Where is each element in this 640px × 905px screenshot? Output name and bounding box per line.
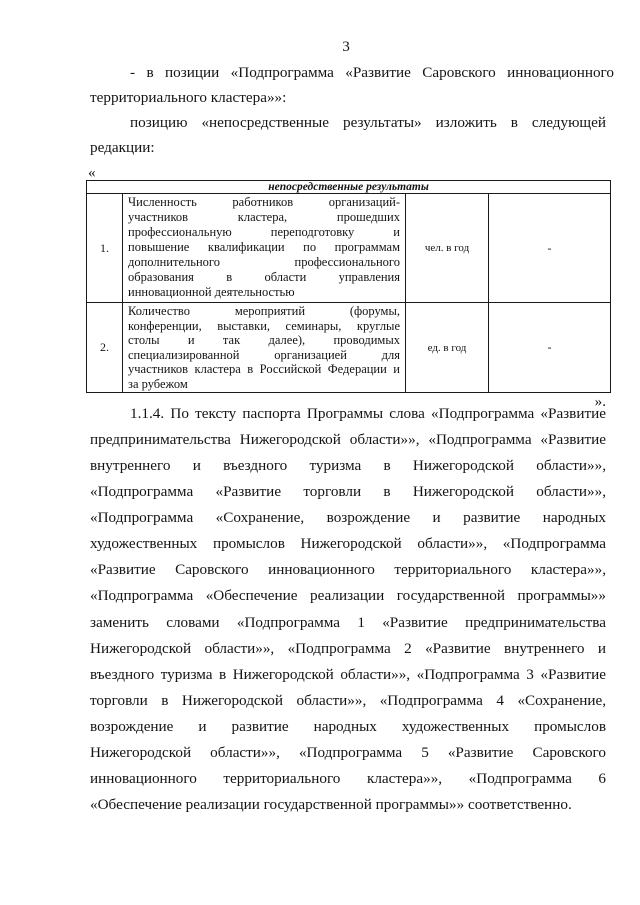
- row-value: -: [489, 194, 611, 303]
- description-line: специализированной организацией для: [128, 347, 400, 362]
- row-description: [123, 194, 406, 303]
- intro-text: [88, 60, 614, 185]
- paragraph-line: Нижегородской области»», «Подпрограмма 5 «Развитие Саровского: [90, 743, 606, 761]
- page-number: 3: [342, 38, 350, 55]
- description-line: Количество мероприятий (форумы,: [128, 304, 400, 318]
- description-line: столы и так далее), проводимых: [128, 333, 400, 347]
- paragraph-line: 1.1.4. По тексту паспорта Программы слова «Подпрограмма «Развитие: [130, 405, 606, 422]
- description-line: участников кластера, прошедших: [128, 210, 400, 224]
- paragraph-line: возрождение и развитие народных художественных промыслов: [90, 717, 606, 735]
- row-unit: чел. в год: [406, 194, 489, 303]
- paragraph-line: «Подпрограмма «Развитие торговли в Нижегородской области»»,: [90, 483, 606, 501]
- row-number: 2.: [87, 303, 123, 393]
- description-line: участников кластера в Российской Федерации и: [128, 362, 400, 376]
- paragraph-line: «Обеспечение реализации государственной программы»» соответственно.: [90, 795, 572, 813]
- row-value: -: [489, 303, 611, 393]
- table-header: непосредственные результаты: [87, 181, 611, 194]
- description-line: дополнительного профессионального: [128, 255, 400, 269]
- table-row: [87, 303, 611, 393]
- paragraph-line: «Развитие Саровского инновационного территориального кластера»»,: [90, 561, 606, 579]
- paragraph-line: въездного туризма в Нижегородской области»», «Подпрограмма 3 «Развитие: [90, 665, 606, 683]
- opening-quote: «: [88, 163, 96, 181]
- row-number: 1.: [87, 194, 123, 303]
- description-line: образования в области управления: [128, 270, 400, 284]
- paragraph-line: торговли в Нижегородской области»», «Подпрограмма 4 «Сохранение,: [90, 691, 606, 709]
- description-line: повышение квалификации по программам: [128, 240, 400, 254]
- paragraph-line: «Подпрограмма «Сохранение, возрождение и развитие народных: [90, 509, 606, 527]
- description-line: профессиональную переподготовку и: [128, 225, 400, 239]
- description-line: Численность работников организаций-: [128, 195, 400, 209]
- paragraph-line: Нижегородской области»», «Подпрограмма 2 «Развитие внутреннего и: [90, 639, 606, 657]
- intro-line: позицию «непосредственные результаты» изложить в следующей: [130, 113, 606, 131]
- intro-line: - в позиции «Подпрограмма «Развитие Саровского инновационного: [130, 63, 614, 81]
- description-line: конференции, выставки, семинары, круглые: [128, 318, 400, 333]
- table-row: [87, 194, 611, 303]
- intro-line: редакции:: [90, 138, 155, 156]
- table-header-row: [87, 181, 611, 194]
- intro-line: территориального кластера»»:: [90, 88, 287, 106]
- paragraph-line: предпринимательства Нижегородской области»», «Подпрограмма «Развитие: [90, 431, 606, 449]
- paragraph-line: инновационного территориального кластера»», «Подпрограмма 6: [90, 769, 606, 787]
- paragraph-line: «Подпрограмма «Обеспечение реализации государственной программы»»: [90, 587, 606, 605]
- paragraph-line: художественных промыслов Нижегородской области»», «Подпрограмма: [90, 535, 606, 553]
- paragraph-line: заменить словами «Подпрограмма 1 «Развитие предпринимательства: [90, 613, 606, 631]
- closing-quote: ».: [594, 393, 606, 410]
- description-line: инновационной деятельностью: [128, 285, 295, 299]
- row-description: [123, 303, 406, 393]
- paragraph-1-1-4: [90, 401, 606, 818]
- paragraph-line: внутреннего и въездного туризма в Нижегородской области»»,: [90, 457, 606, 475]
- description-line: за рубежом: [128, 376, 188, 391]
- row-unit: ед. в год: [406, 303, 489, 393]
- results-table: [86, 180, 611, 393]
